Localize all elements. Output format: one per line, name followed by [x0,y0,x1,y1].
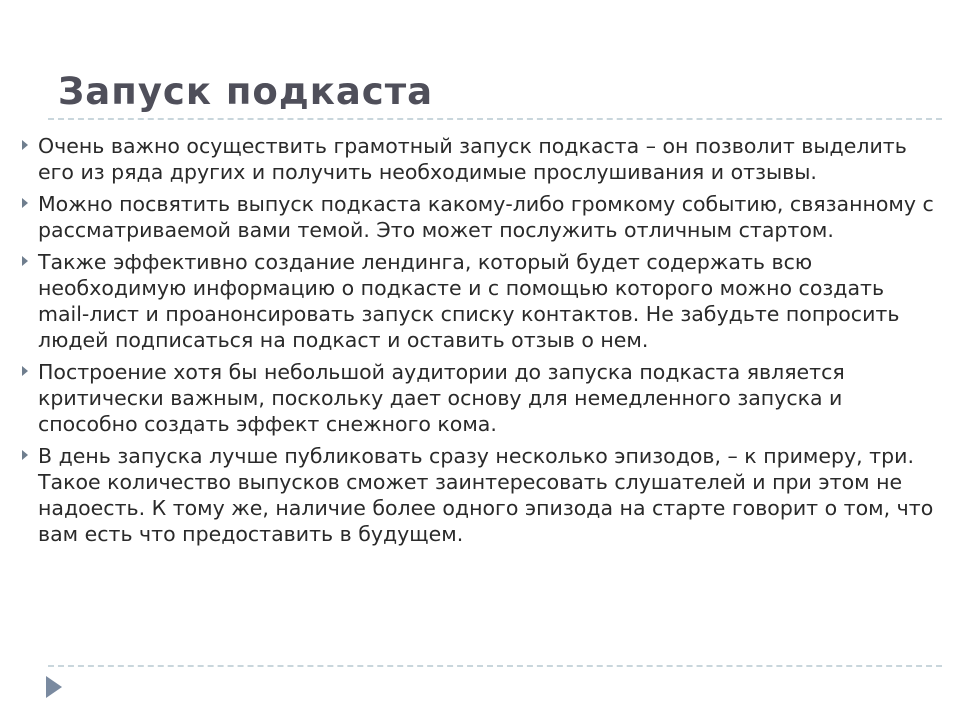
bullet-item [20,249,935,353]
triangle-bullet-icon [22,450,28,460]
bullet-list [20,133,935,553]
bullet-text: В день запуска лучше публиковать сразу несколько эпизодов, – к примеру, три. Такое количество выпусков сможет заинтересовать слушателей и при этом не надоесть. К тому же, наличие более одного эпизода на старте говорит о том, что вам есть что предоставить в будущем. [38,444,934,546]
triangle-bullet-icon [22,256,28,266]
bullet-text: Также эффективно создание лендинга, который будет содержать всю необходимую информацию о подкасте и с помощью которого можно создать mail-лист и проанонсировать запуск списку контактов. Не забудьте попросить людей подписаться на подкаст и оставить отзыв о нем. [38,250,900,352]
bullet-item [20,359,935,437]
footer-divider [48,665,942,667]
bullet-text: Очень важно осуществить грамотный запуск подкаста – он позволит выделить его из ряда других и получить необходимые прослушивания и отзывы. [38,134,907,184]
bullet-item [20,191,935,243]
bullet-text: Построение хотя бы небольшой аудитории до запуска подкаста является критически важным, поскольку дает основу для немедленного запуска и способно создать эффект снежного кома. [38,360,845,436]
next-slide-arrow-icon[interactable] [46,676,62,698]
triangle-bullet-icon [22,140,28,150]
slide-title: Запуск подкаста [58,70,434,113]
bullet-item [20,133,935,185]
bullet-text: Можно посвятить выпуск подкаста какому-либо громкому событию, связанному с рассматриваемой вами темой. Это может послужить отличным стартом. [38,192,934,242]
triangle-bullet-icon [22,198,28,208]
bullet-item [20,443,935,547]
title-divider [48,118,942,120]
triangle-bullet-icon [22,366,28,376]
